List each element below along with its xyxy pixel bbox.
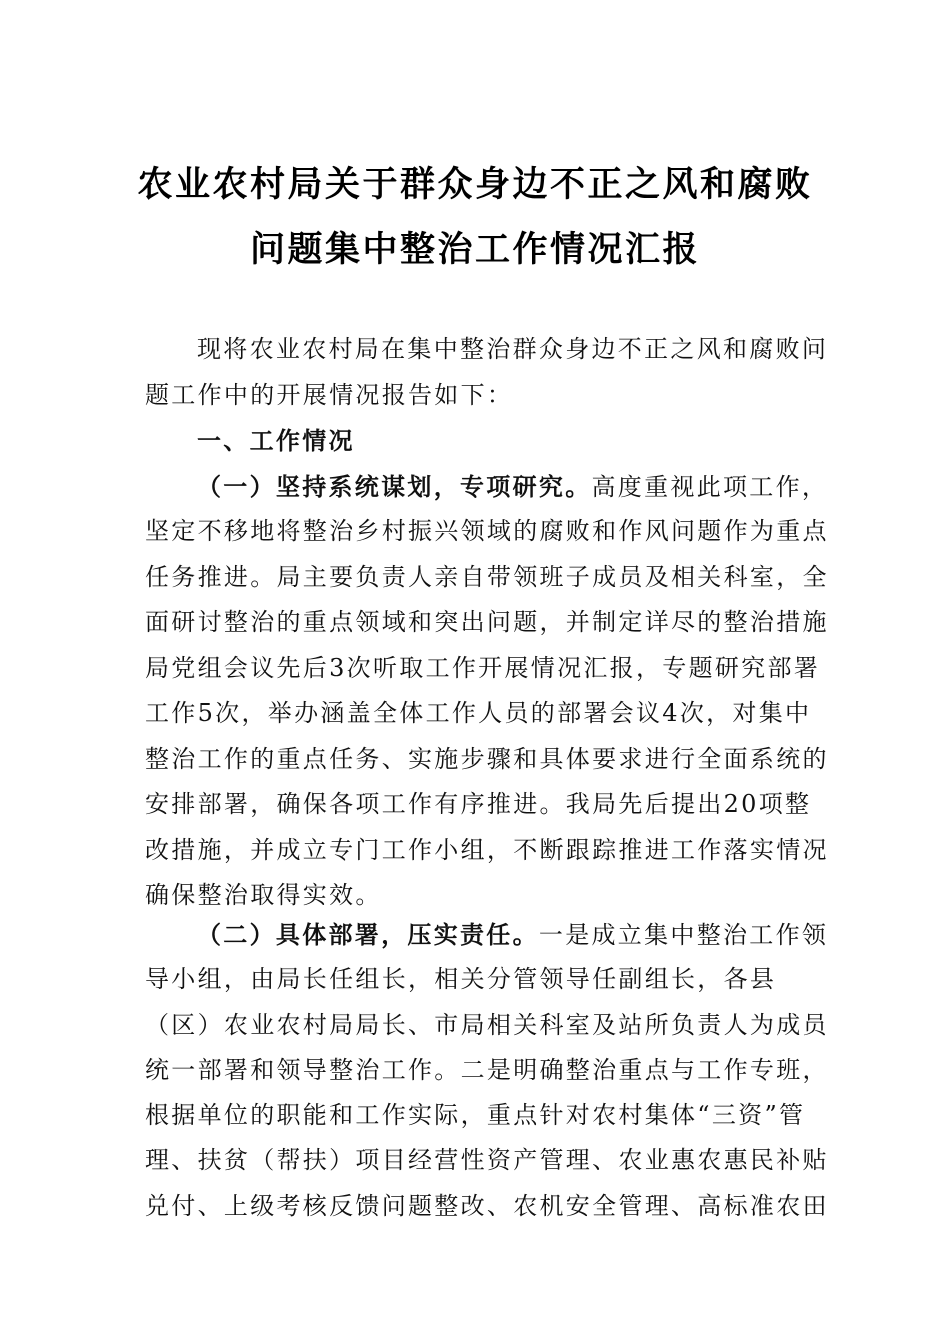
paragraph-line: 理、扶贫（帮扶）项目经营性资产管理、农业惠农惠民补贴 <box>145 1146 829 1175</box>
paragraph-line: 统一部署和领导整治工作。二是明确整治重点与工作专班， <box>145 1055 829 1084</box>
paragraph-line: 兑付、上级考核反馈问题整改、农机安全管理、高标准农田 <box>145 1191 829 1220</box>
document-title-line-2: 问题集中整治工作情况汇报 <box>249 229 700 270</box>
document-title-line-1: 农业农村局关于群众身边不正之风和腐败 <box>137 164 813 205</box>
paragraph-line: 安排部署，确保各项工作有序推进。我局先后提出20项整 <box>145 790 812 818</box>
document-body-part-2 <box>145 912 829 1229</box>
paragraph-line: 整治工作的重点任务、实施步骤和具体要求进行全面系统的 <box>145 744 829 773</box>
section-heading: 一、工作情况 <box>197 426 355 455</box>
document-body-part-1 <box>145 327 829 919</box>
paragraph-1-lead: （一）坚持系统谋划，专项研究。 <box>197 471 592 501</box>
paragraph-line: 任务推进。局主要负责人亲自带领班子成员及相关科室，全 <box>145 562 829 591</box>
paragraph-line: 工作5次，举办涵盖全体工作人员的部署会议4次，对集中 <box>145 699 812 727</box>
paragraph-line: 改措施，并成立专门工作小组，不断跟踪推进工作落实情况 <box>145 835 829 864</box>
paragraph-1-first-line <box>145 464 829 510</box>
intro-line: 现将农业农村局在集中整治群众身边不正之风和腐败问 <box>197 335 829 363</box>
paragraph-line: 导小组，由局长任组长，相关分管领导任副组长，各县 <box>145 965 777 994</box>
paragraph-line: 坚定不移地将整治乡村振兴领域的腐败和作风问题作为重点 <box>145 517 829 545</box>
paragraph-2-first-line <box>145 912 829 957</box>
intro-line: 题工作中的开展情况报告如下： <box>145 380 514 409</box>
paragraph-line: 局党组会议先后3次听取工作开展情况汇报，专题研究部署 <box>145 653 821 682</box>
paragraph-2-first-rest: 一是成立集中整治工作领 <box>538 921 829 949</box>
paragraph-line: （区）农业农村局局长、市局相关科室及站所负责人为成员 <box>145 1010 829 1039</box>
paragraph-line: 确保整治取得实效。 <box>145 881 382 909</box>
paragraph-line: 根据单位的职能和工作实际，重点针对农村集体“三资”管 <box>145 1101 806 1130</box>
paragraph-line: 面研讨整治的重点领域和突出问题，并制定详尽的整治措施 <box>145 608 829 636</box>
paragraph-1-first-rest: 高度重视此项工作， <box>591 472 829 501</box>
paragraph-2-lead: （二）具体部署，压实责任。 <box>197 920 539 949</box>
